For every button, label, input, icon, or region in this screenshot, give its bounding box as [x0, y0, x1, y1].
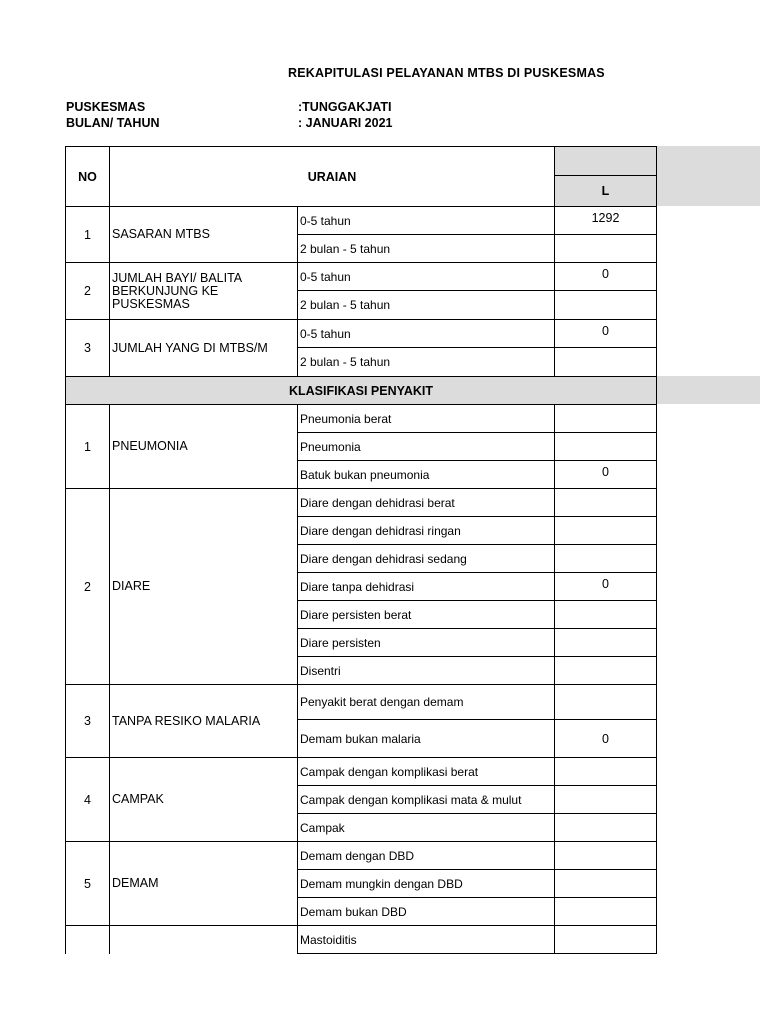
- header-group-cell: [555, 147, 657, 176]
- row-sub-label: Demam dengan DBD: [298, 842, 555, 870]
- table-row: [66, 685, 657, 720]
- row-value-l: [555, 758, 657, 786]
- period-value: : JANUARI 2021: [298, 116, 393, 130]
- table-row: [66, 263, 657, 291]
- header-row-1: [66, 147, 657, 176]
- row-sub-label: Campak dengan komplikasi berat: [298, 758, 555, 786]
- row-value-l: 1292: [555, 207, 657, 235]
- row-sub-label: Diare dengan dehidrasi berat: [298, 489, 555, 517]
- row-sub-label: 2 bulan - 5 tahun: [298, 348, 555, 377]
- header-l: L: [555, 176, 657, 207]
- section-gray-extension: [657, 376, 760, 404]
- row-item-name: DEMAM: [110, 842, 298, 926]
- row-sub-label: Diare persisten berat: [298, 601, 555, 629]
- row-item-name: SASARAN MTBS: [110, 207, 298, 263]
- row-sub-label: Mastoiditis: [298, 926, 555, 954]
- classification-title: KLASIFIKASI PENYAKIT: [66, 377, 657, 405]
- table-row: [66, 489, 657, 517]
- row-item-name: PNEUMONIA: [110, 405, 298, 489]
- table-row: [66, 842, 657, 870]
- row-sub-label: 0-5 tahun: [298, 263, 555, 291]
- row-item-name: DIARE: [110, 489, 298, 685]
- row-item-name: [110, 926, 298, 954]
- row-value-l: [555, 235, 657, 263]
- period-label: BULAN/ TAHUN: [66, 116, 160, 130]
- row-value-l: [555, 786, 657, 814]
- row-sub-label: Disentri: [298, 657, 555, 685]
- row-item-name: CAMPAK: [110, 758, 298, 842]
- row-item-name: JUMLAH BAYI/ BALITA BERKUNJUNG KE PUSKESMAS: [110, 263, 298, 320]
- row-item-name: TANPA RESIKO MALARIA: [110, 685, 298, 758]
- table-row: [66, 320, 657, 348]
- table-row: [66, 207, 657, 235]
- row-number: 2: [66, 489, 110, 685]
- row-value-l: [555, 601, 657, 629]
- row-number: 3: [66, 320, 110, 377]
- header-no: NO: [66, 147, 110, 207]
- row-value-l: [555, 898, 657, 926]
- mtbs-recap-table: [65, 146, 657, 954]
- report-title: REKAPITULASI PELAYANAN MTBS DI PUSKESMAS: [288, 66, 605, 80]
- row-value-l: [555, 870, 657, 898]
- row-value-l: [555, 348, 657, 377]
- row-sub-label: Demam bukan malaria: [298, 720, 555, 758]
- row-value-l: [555, 545, 657, 573]
- row-sub-label: Campak: [298, 814, 555, 842]
- row-value-l: [555, 926, 657, 954]
- row-value-l: [555, 489, 657, 517]
- row-number: 1: [66, 207, 110, 263]
- table-body: [66, 147, 657, 954]
- row-number: [66, 926, 110, 954]
- puskesmas-value: :TUNGGAKJATI: [298, 100, 392, 114]
- table-row: [66, 405, 657, 433]
- row-sub-label: Batuk bukan pneumonia: [298, 461, 555, 489]
- row-number: 1: [66, 405, 110, 489]
- row-value-l: [555, 842, 657, 870]
- row-value-l: [555, 629, 657, 657]
- row-value-l: [555, 657, 657, 685]
- row-sub-label: Pneumonia berat: [298, 405, 555, 433]
- row-value-l: 0: [555, 720, 657, 758]
- row-number: 4: [66, 758, 110, 842]
- row-value-l: [555, 433, 657, 461]
- row-value-l: [555, 685, 657, 720]
- classification-row: [66, 377, 657, 405]
- row-number: 2: [66, 263, 110, 320]
- puskesmas-label: PUSKESMAS: [66, 100, 146, 114]
- row-sub-label: Diare dengan dehidrasi sedang: [298, 545, 555, 573]
- row-sub-label: 0-5 tahun: [298, 207, 555, 235]
- row-value-l: [555, 291, 657, 320]
- row-value-l: [555, 814, 657, 842]
- row-sub-label: Diare tanpa dehidrasi: [298, 573, 555, 601]
- table-row: [66, 926, 657, 954]
- row-number: 5: [66, 842, 110, 926]
- row-sub-label: 2 bulan - 5 tahun: [298, 291, 555, 320]
- header-gray-extension: [657, 146, 760, 206]
- row-sub-label: Diare persisten: [298, 629, 555, 657]
- row-value-l: 0: [555, 461, 657, 489]
- row-value-l: [555, 517, 657, 545]
- row-sub-label: 2 bulan - 5 tahun: [298, 235, 555, 263]
- row-value-l: [555, 405, 657, 433]
- row-sub-label: 0-5 tahun: [298, 320, 555, 348]
- row-value-l: 0: [555, 573, 657, 601]
- row-sub-label: Penyakit berat dengan demam: [298, 685, 555, 720]
- row-sub-label: Campak dengan komplikasi mata & mulut: [298, 786, 555, 814]
- row-sub-label: Demam bukan DBD: [298, 898, 555, 926]
- row-value-l: 0: [555, 263, 657, 291]
- header-uraian: URAIAN: [110, 147, 555, 207]
- row-sub-label: Pneumonia: [298, 433, 555, 461]
- row-sub-label: Diare dengan dehidrasi ringan: [298, 517, 555, 545]
- table-row: [66, 758, 657, 786]
- row-sub-label: Demam mungkin dengan DBD: [298, 870, 555, 898]
- row-value-l: 0: [555, 320, 657, 348]
- row-number: 3: [66, 685, 110, 758]
- row-item-name: JUMLAH YANG DI MTBS/M: [110, 320, 298, 377]
